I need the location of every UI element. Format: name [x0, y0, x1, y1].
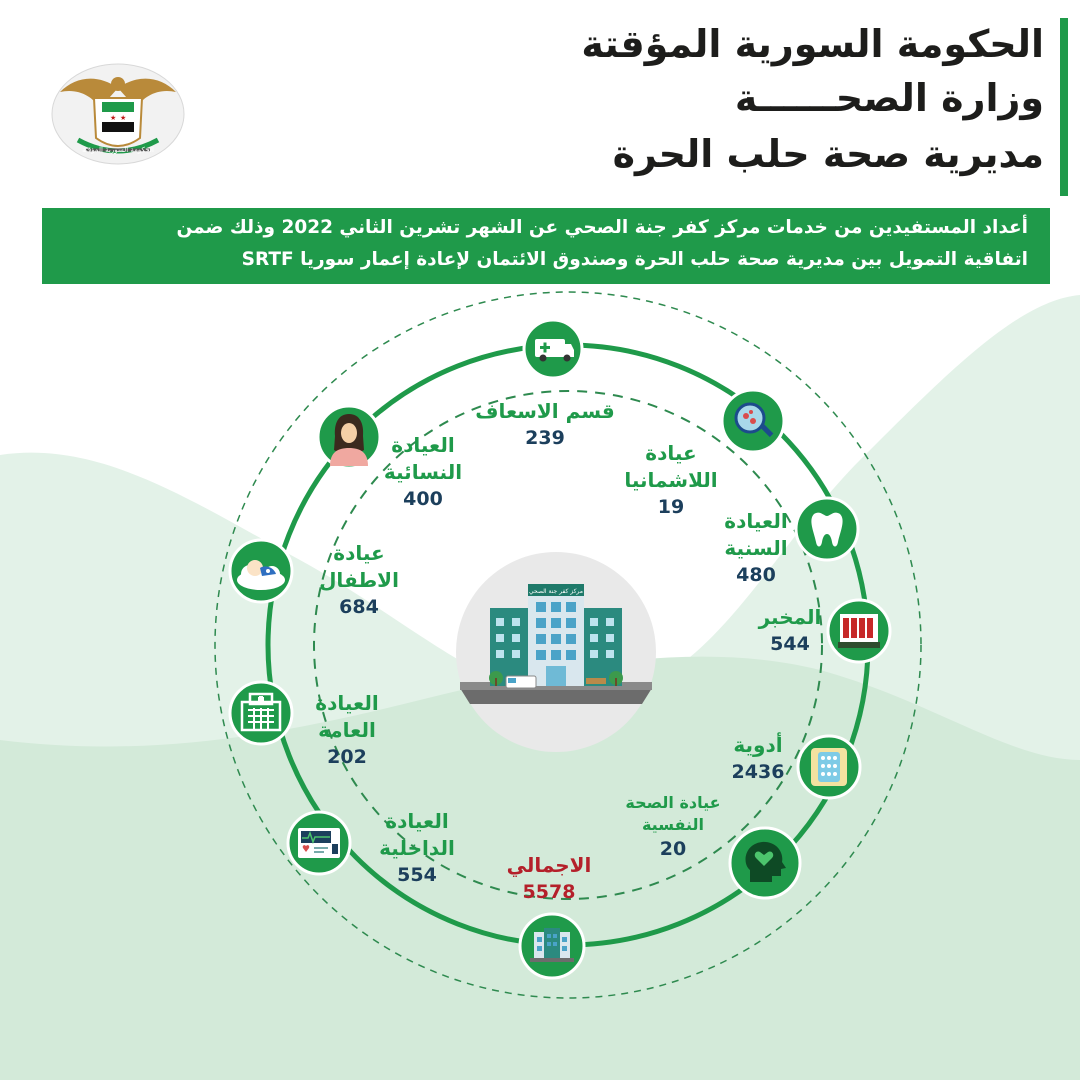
lab-label [750, 604, 830, 657]
general-label [292, 690, 402, 770]
leishmania-name-2: اللاشمانيا [624, 468, 718, 492]
lab-value: 544 [770, 633, 810, 655]
monitor-icon [286, 810, 352, 876]
hospital-icon [518, 912, 586, 980]
clinic-icon [228, 680, 294, 746]
health-center-building [456, 578, 656, 708]
mental-value: 20 [659, 838, 687, 860]
dental-label [706, 508, 806, 588]
logo-caption: الحكومة السورية المؤقتة [81, 146, 154, 154]
emergency-value: 239 [525, 427, 565, 449]
ambulance-icon [522, 318, 584, 380]
test-tubes-icon [826, 598, 892, 664]
pills-icon [796, 734, 862, 800]
building-sign: مركز كفر جنة الصحي [529, 588, 583, 595]
medicines-name: أدوية [733, 733, 783, 757]
svg-text:★: ★ [120, 114, 127, 122]
government-title: الحكومة السورية المؤقتة [581, 22, 1044, 66]
emergency-name: قسم الاسعاف [475, 399, 615, 423]
leishmania-value: 19 [657, 496, 685, 518]
header-accent-bar [1060, 18, 1068, 196]
baby-icon [228, 538, 294, 604]
banner-line-1: أعداد المستفيدين من خدمات مركز كفر جنة الصحي عن الشهر تشرين الثاني 2022 وذلك ضمن [176, 217, 1028, 238]
description-banner [42, 208, 1050, 284]
gynecology-name-2: النسائية [383, 460, 463, 484]
dental-name-1: العيادة [724, 509, 788, 533]
internal-name-2: الداخلية [379, 836, 455, 860]
medicines-value: 2436 [731, 761, 785, 783]
gynecology-label [368, 432, 478, 512]
svg-text:★: ★ [110, 114, 117, 122]
dental-name-2: السنية [724, 536, 788, 560]
internal-name-1: العيادة [385, 809, 449, 833]
leishmania-name-1: عيادة [645, 441, 697, 465]
ministry-title: وزارة الصحــــــة [734, 76, 1044, 120]
lab-name: المخبر [758, 605, 822, 629]
mental-health-label [606, 792, 740, 862]
internal-value: 554 [397, 864, 437, 886]
total-label [494, 852, 604, 905]
gynecology-name-1: العيادة [391, 433, 455, 457]
dental-value: 480 [736, 564, 776, 586]
total-value: 5578 [522, 881, 576, 903]
directorate-title: مديرية صحة حلب الحرة [612, 132, 1044, 176]
pediatric-name-1: عيادة [333, 541, 385, 565]
general-name-2: العامة [318, 718, 376, 742]
gynecology-value: 400 [403, 488, 443, 510]
pediatric-label [304, 540, 414, 620]
total-name: الاجمالي [506, 853, 592, 877]
banner-line-2: اتفاقية التمويل بين مديرية صحة حلب الحرة وصندوق الائتمان لإعادة إعمار سوريا SRTF [241, 249, 1028, 270]
general-name-1: العيادة [315, 691, 379, 715]
medicines-label [718, 732, 798, 785]
pediatric-name-2: الاطفال [319, 568, 399, 592]
pediatric-value: 684 [339, 596, 379, 618]
mental-name-1: عيادة الصحة [625, 793, 721, 812]
mental-name-2: النفسية [641, 815, 705, 834]
internal-label [362, 808, 472, 888]
general-value: 202 [327, 746, 367, 768]
